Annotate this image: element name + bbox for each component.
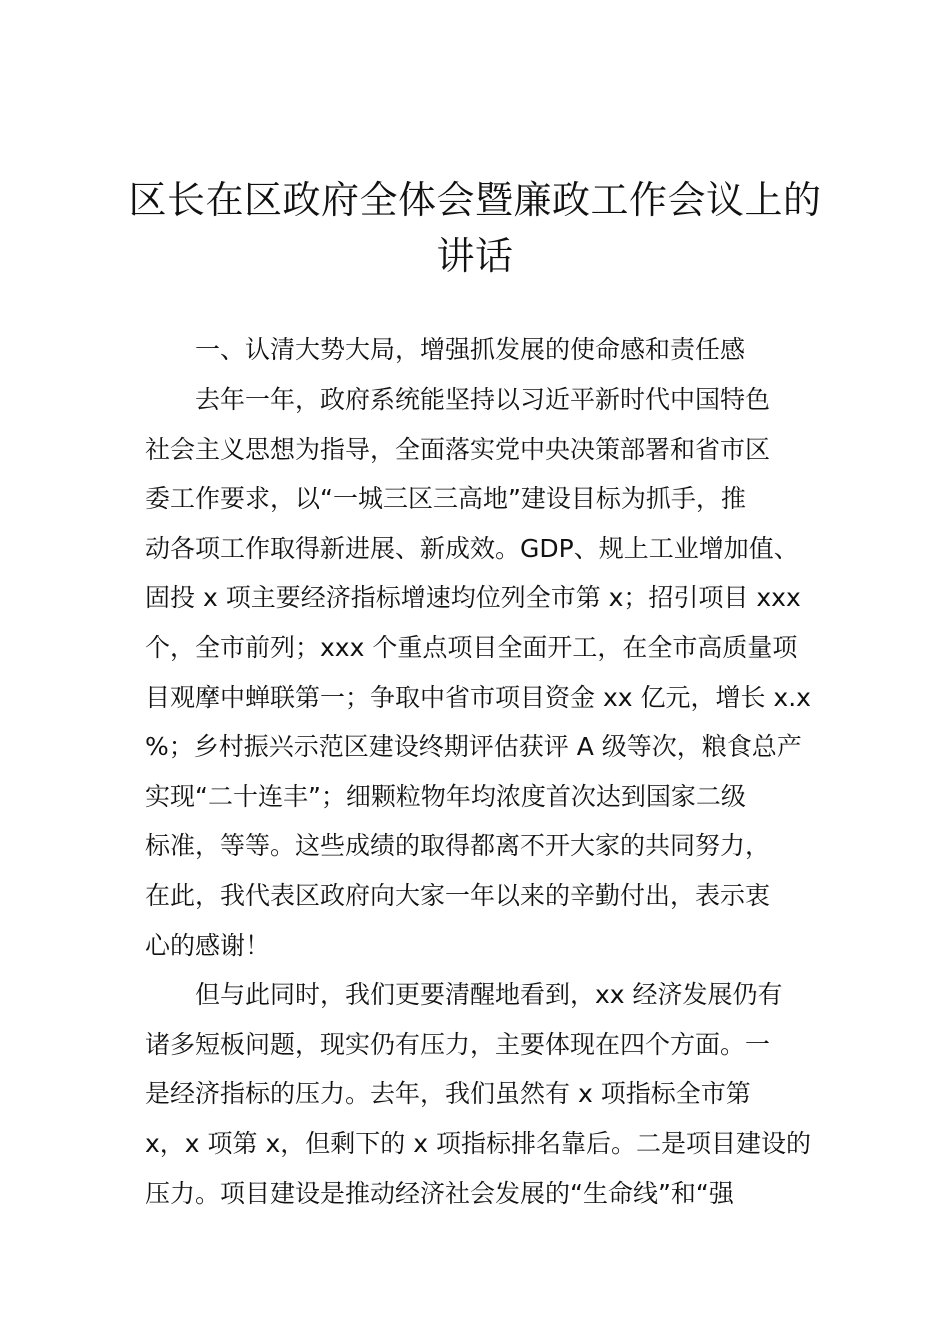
- paragraph-line: 社会主义思想为指导，全面落实党中央决策部署和省市区: [145, 434, 771, 464]
- paragraph-line: 诸多短板问题，现实仍有压力，主要体现在四个方面。一: [145, 1029, 771, 1059]
- paragraph-line: 实现“二十连丰”；细颗粒物年均浓度首次达到国家二级: [145, 781, 746, 811]
- paragraph-line: x，x 项第 x，但剩下的 x 项指标排名靠后。二是项目建设的: [145, 1128, 811, 1158]
- paragraph-line: 是经济指标的压力。去年，我们虽然有 x 项指标全市第: [145, 1079, 751, 1109]
- paragraph-line: 目观摩中蝉联第一；争取中省市项目资金 xx 亿元，增长 x.x: [145, 682, 811, 712]
- paragraph-line: %；乡村振兴示范区建设终期评估获评 A 级等次，粮食总产: [145, 732, 802, 762]
- paragraph-line: 但与此同时，我们更要清醒地看到，xx 经济发展仍有: [195, 980, 783, 1010]
- paragraph-line: 委工作要求，以“一城三区三高地”建设目标为抓手，推: [145, 484, 746, 514]
- paragraph-line: 固投 x 项主要经济指标增速均位列全市第 x；招引项目 xxx: [145, 583, 801, 613]
- section-heading: 一、认清大势大局，增强抓发展的使命感和责任感: [195, 335, 746, 364]
- document-title: [120, 172, 830, 284]
- title-line-2: 讲话: [436, 234, 514, 278]
- paragraph-line: 动各项工作取得新进展、新成效。GDP、规上工业增加值、: [145, 533, 799, 563]
- paragraph-line: 标准，等等。这些成绩的取得都离不开大家的共同努力，: [145, 831, 771, 861]
- paragraph-line: 去年一年，政府系统能坚持以习近平新时代中国特色: [195, 385, 771, 414]
- paragraph-line: 心的感谢！: [145, 930, 271, 960]
- paragraph-line: 压力。项目建设是推动经济社会发展的“生命线”和“强: [145, 1178, 734, 1208]
- paragraph-line: 个，全市前列；xxx 个重点项目全面开工，在全市高质量项: [145, 632, 798, 662]
- title-line-1: 区长在区政府全体会暨廉政工作会议上的: [128, 178, 822, 222]
- body-text: [145, 380, 825, 1223]
- paragraph-line: 在此，我代表区政府向大家一年以来的辛勤付出，表示衷: [145, 880, 771, 910]
